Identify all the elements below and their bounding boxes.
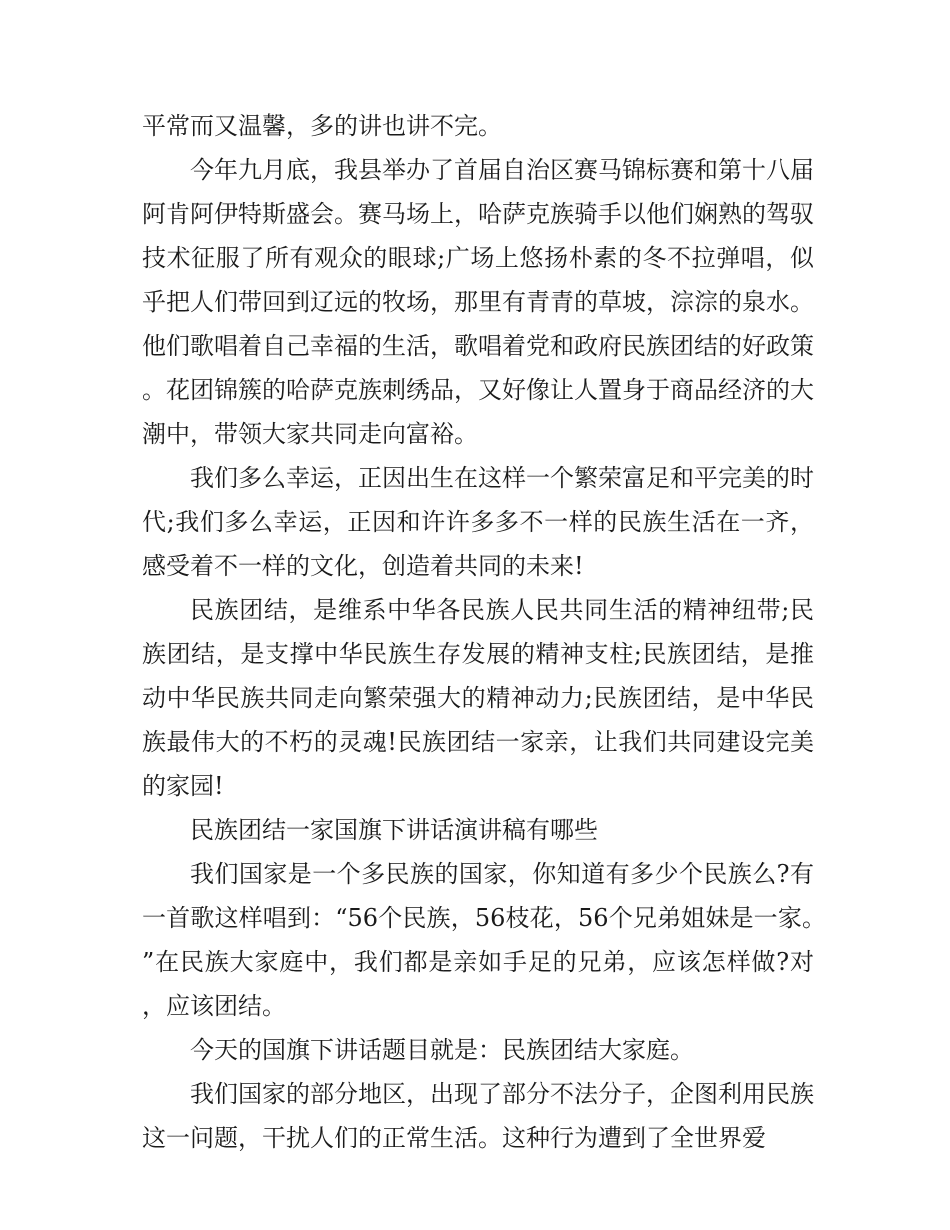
paragraph-continuation: 平常而又温馨，多的讲也讲不完。 <box>142 112 502 140</box>
paragraph-speech-topic: 今天的国旗下讲话题目就是：民族团结大家庭。 <box>190 1036 694 1064</box>
paragraph-unity-spirit: 民族团结，是维系中华各民族人民共同生活的精神纽带;民族团结，是支撑中华民族生存发展的精神支柱;民族团结，是推动中华民族共同走向繁荣强大的精神动力;民族团结，是中华民族最伟大的不朽的灵魂!民族团结一家亲，让我们共同建设完美的家园! <box>142 596 814 800</box>
paragraph-lawbreakers: 我们国家的部分地区，出现了部分不法分子，企图利用民族这一问题，干扰人们的正常生活。这种行为遭到了全世界爱 <box>142 1080 814 1152</box>
paragraph-horse-race: 今年九月底，我县举办了首届自治区赛马锦标赛和第十八届阿肯阿伊特斯盛会。赛马场上，哈萨克族骑手以他们娴熟的驾驭技术征服了所有观众的眼球;广场上悠扬朴素的冬不拉弹唱，似乎把人们带回到辽远的牧场，那里有青青的草坡，淙淙的泉水。他们歌唱着自己幸福的生活，歌唱着党和政府民族团结的好政策。花团锦簇的哈萨克族刺绣品，又好像让人置身于商品经济的大潮中，带领大家共同走向富裕。 <box>142 156 814 448</box>
document-body <box>142 104 814 1160</box>
paragraph-many-ethnicities: 我们国家是一个多民族的国家，你知道有多少个民族么?有一首歌这样唱到：“56个民族，56枝花，56个兄弟姐妹是一家。”在民族大家庭中，我们都是亲如手足的兄弟，应该怎样做?对，应该团结。 <box>142 860 814 1020</box>
paragraph-fortunate: 我们多么幸运，正因出生在这样一个繁荣富足和平完美的时代;我们多么幸运，正因和许许多多不一样的民族生活在一齐，感受着不一样的文化，创造着共同的未来! <box>142 464 814 580</box>
section-heading: 民族团结一家国旗下讲话演讲稿有哪些 <box>190 816 598 844</box>
